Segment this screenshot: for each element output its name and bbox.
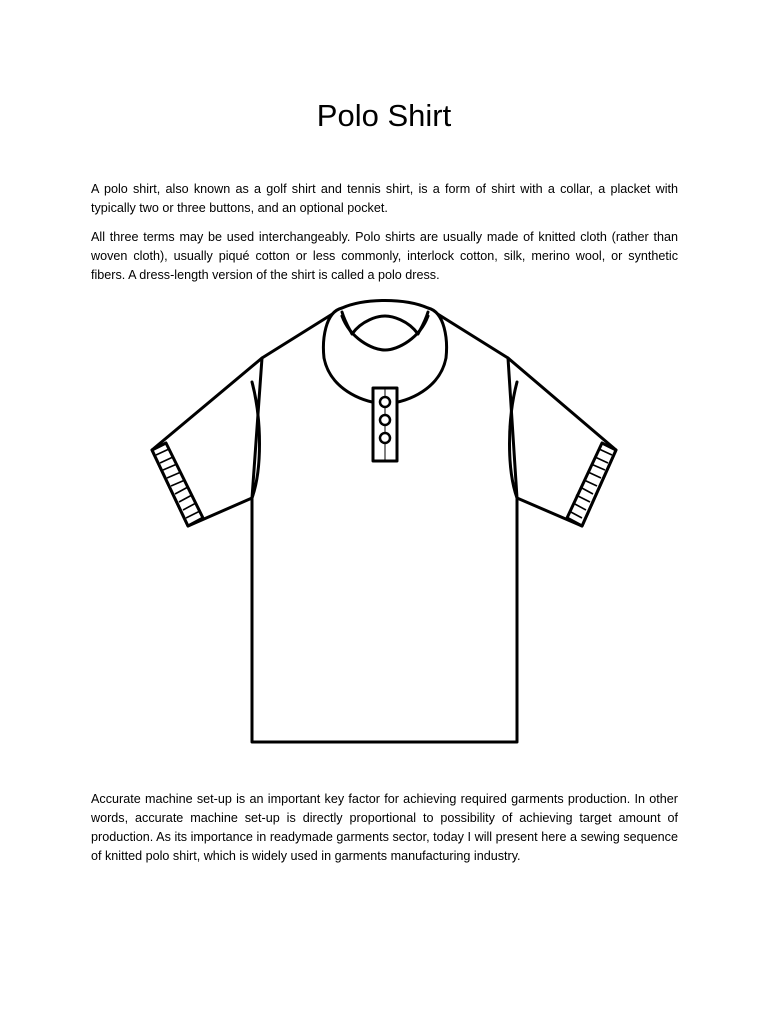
materials-paragraph: All three terms may be used interchangeably. Polo shirts are usually made of knitted cloth (rather than woven cloth), usually piqué cotton or less commonly, interlock cotton, silk, merino wool, or synthetic fibers. A dress-length version of the shirt is called a polo dress. <box>91 230 678 282</box>
placket-buttons <box>380 397 390 443</box>
polo-shirt-icon <box>140 295 630 755</box>
intro-paragraph: A polo shirt, also known as a golf shirt and tennis shirt, is a form of shirt with a collar, a placket with typically two or three buttons, and an optional pocket. <box>91 182 678 215</box>
button-2 <box>380 415 390 425</box>
left-sleeve <box>152 358 262 526</box>
button-3 <box>380 433 390 443</box>
button-1 <box>380 397 390 407</box>
page-title: Polo Shirt <box>316 98 452 133</box>
right-sleeve <box>508 358 616 526</box>
machine-setup-paragraph: Accurate machine set-up is an important key factor for achieving required garments production. In other words, accurate machine set-up is directly proportional to possibility of achieving target amount of production. As its importance in readymade garments sector, today I will present here a sewing sequence of knitted polo shirt, which is widely used in garments manufacturing industry. <box>91 792 678 863</box>
polo-shirt-illustration <box>140 295 630 755</box>
